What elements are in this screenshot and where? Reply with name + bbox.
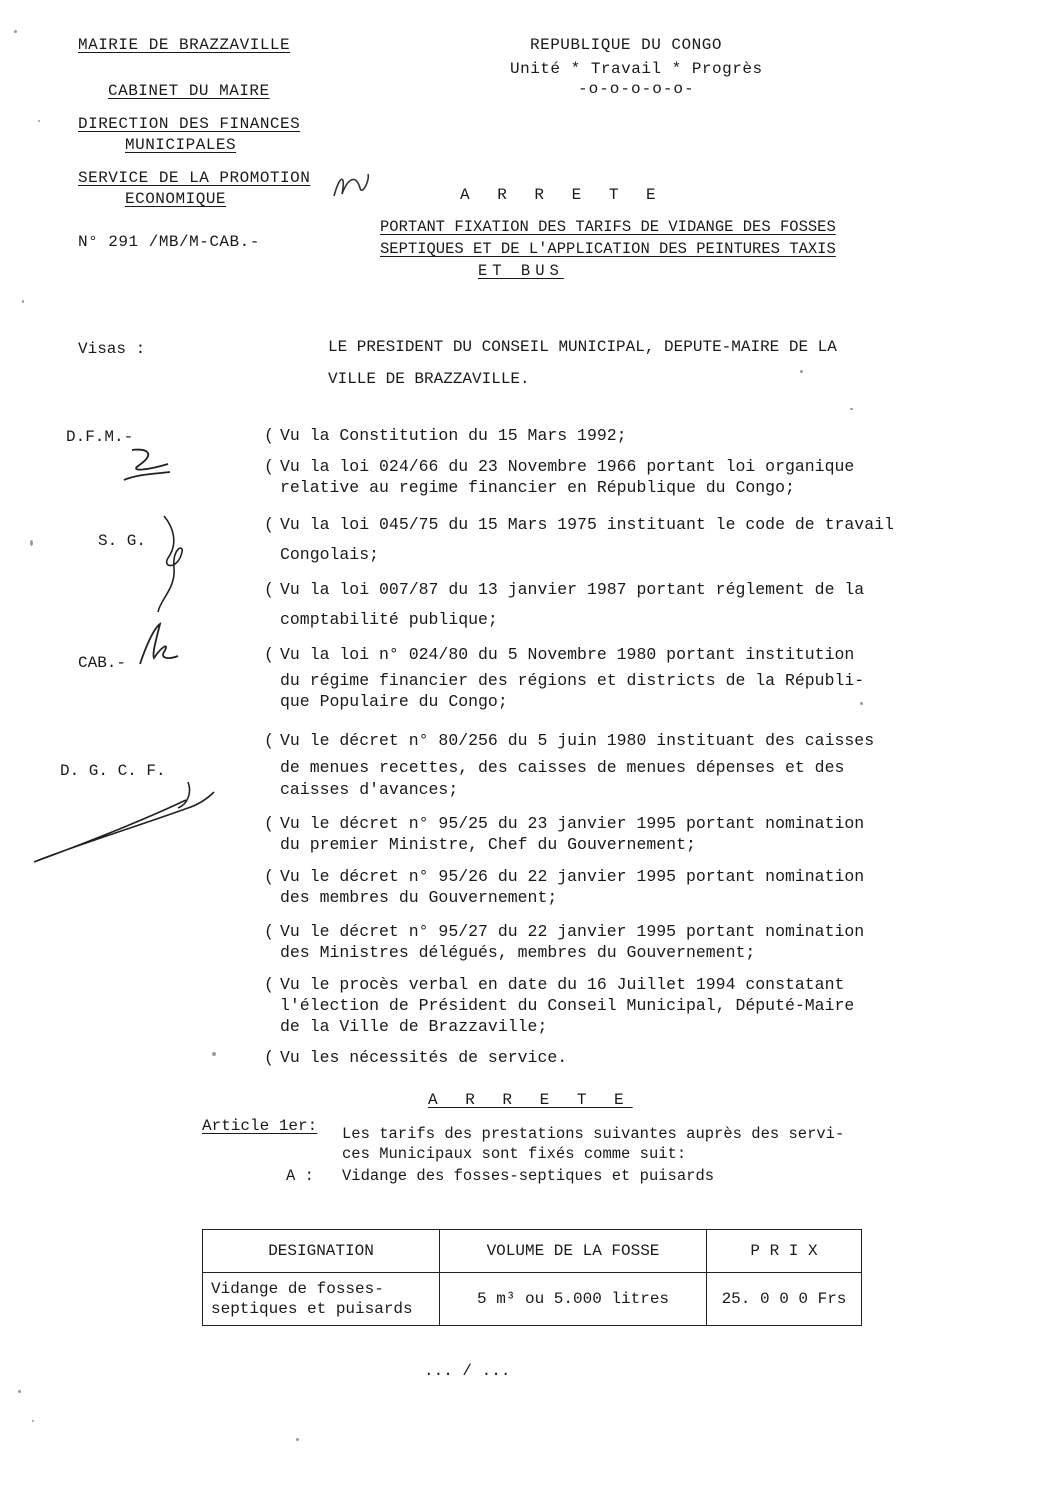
consideration-7: ( Vu le décret n° 95/25 du 23 janvier 1995 portant nomination du premier Ministre, Chef du Gouvernement;	[264, 814, 865, 854]
subject-line-3: ET BUS	[478, 262, 564, 280]
initials-dgcf: D. G. C. F.	[60, 762, 166, 780]
visas-label: Visas :	[78, 340, 146, 358]
table-row	[203, 1273, 862, 1326]
initials-cab: CAB.-	[78, 654, 127, 672]
arrete-title: A R R E T E	[460, 186, 665, 204]
article-1-item-letter: A :	[286, 1167, 314, 1185]
service-title: SERVICE DE LA PROMOTION	[78, 169, 311, 187]
table-cell-designation: Vidange de fosses- septiques et puisards	[203, 1273, 440, 1326]
signature-dgcf-icon	[28, 778, 228, 868]
president-line-2: VILLE DE BRAZZAVILLE.	[328, 370, 530, 388]
initials-sg: S. G.	[98, 532, 147, 550]
signature-dfm-icon	[118, 444, 178, 484]
table-header-price: P R I X	[707, 1230, 862, 1273]
subject-line-2: SEPTIQUES ET DE L'APPLICATION DES PEINTURES TAXIS	[380, 240, 836, 258]
direction-title-2: MUNICIPALES	[125, 136, 237, 154]
header-divider: -o-o-o-o-o-	[578, 80, 695, 98]
consideration-10: ( Vu le procès verbal en date du 16 Juillet 1994 constatant l'élection de Président du Conseil Municipal, Député-Maire de la Ville de Brazzaville;	[264, 975, 855, 1036]
subject-line-1: PORTANT FIXATION DES TARIFS DE VIDANGE DES FOSSES	[380, 218, 836, 236]
mairie-title: MAIRIE DE BRAZZAVILLE	[78, 36, 291, 54]
president-line-1: LE PRESIDENT DU CONSEIL MUNICIPAL, DEPUTE-MAIRE DE LA	[328, 338, 837, 356]
consideration-9: ( Vu le décret n° 95/27 du 22 janvier 1995 portant nomination des Ministres délégués, membres du Gouvernement;	[264, 922, 865, 962]
consideration-4: ( Vu la loi 007/87 du 13 janvier 1987 portant réglement de la comptabilité publique;	[264, 580, 865, 629]
country-name: REPUBLIQUE DU CONGO	[530, 36, 722, 54]
article-1-line-1: Les tarifs des prestations suivantes auprès des servi-	[342, 1125, 845, 1143]
initials-dfm: D.F.M.-	[66, 428, 134, 446]
table-header-row	[203, 1230, 862, 1273]
direction-title: DIRECTION DES FINANCES	[78, 115, 301, 133]
consideration-3: ( Vu la loi 045/75 du 15 Mars 1975 instituant le code de travail Congolais;	[264, 515, 894, 564]
tarifs-table	[202, 1229, 862, 1326]
table-cell-volume: 5 m³ ou 5.000 litres	[440, 1273, 707, 1326]
article-1-line-2: ces Municipaux sont fixés comme suit:	[342, 1145, 687, 1163]
handwritten-initial-icon	[330, 168, 374, 204]
consideration-1: ( Vu la Constitution du 15 Mars 1992;	[264, 426, 627, 445]
consideration-8: ( Vu le décret n° 95/26 du 22 janvier 1995 portant nomination des membres du Gouvernement;	[264, 867, 865, 907]
table-header-designation: DESIGNATION	[203, 1230, 440, 1273]
arrete-heading: A R R E T E	[428, 1091, 633, 1109]
article-1-item-text: Vidange des fosses-septiques et puisards	[342, 1167, 715, 1185]
table-header-volume: VOLUME DE LA FOSSE	[440, 1230, 707, 1273]
service-title-2: ECONOMIQUE	[125, 190, 227, 208]
country-motto: Unité * Travail * Progrès	[510, 60, 763, 78]
consideration-5: ( Vu la loi n° 024/80 du 5 Novembre 1980 portant institution du régime financier des régions et districts de la Républi- que Populaire du Congo;	[264, 645, 865, 711]
reference-number: N° 291 /MB/M-CAB.-	[78, 233, 260, 251]
consideration-6: ( Vu le décret n° 80/256 du 5 juin 1980 instituant des caisses de menues recettes, des caisses de menues dépenses et des caisses d'avances;	[264, 731, 875, 799]
page-continuation: ... / ...	[424, 1362, 511, 1380]
consideration-2: ( Vu la loi 024/66 du 23 Novembre 1966 portant loi organique relative au regime financier en République du Congo;	[264, 457, 855, 497]
signature-sg-icon	[148, 508, 198, 618]
consideration-11: ( Vu les nécessités de service.	[264, 1048, 568, 1067]
cabinet-title: CABINET DU MAIRE	[108, 82, 270, 100]
signature-cab-icon	[132, 620, 182, 670]
article-1-label: Article 1er:	[202, 1117, 318, 1135]
table-cell-price: 25. 0 0 0 Frs	[707, 1273, 862, 1326]
